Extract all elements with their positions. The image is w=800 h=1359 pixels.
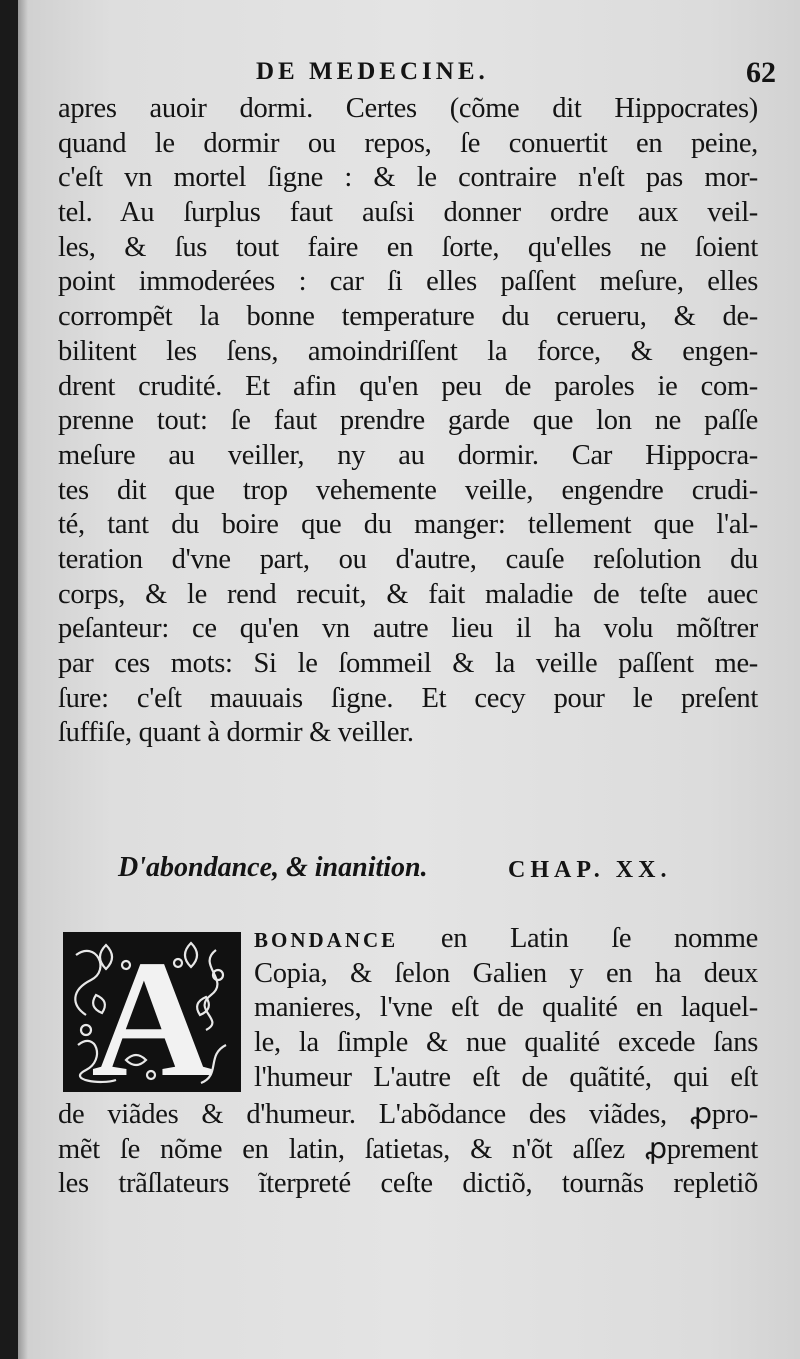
text-line: peſanteur: ce qu'en vn autre lieu il ha volu mõſtrer [58, 613, 758, 645]
text-line: ſuffiſe, quant à dormir & veiller. [58, 717, 414, 749]
page-number: 62 [746, 56, 776, 89]
running-title: DE MEDECINE. [256, 58, 489, 85]
text-line: drent crudité. Et afin qu'en peu de paroles ie com- [58, 370, 758, 402]
text-line: apres auoir dormi. Certes (cõme dit Hippocrates) [58, 93, 758, 124]
line-text: le, la ſimple & nue qualité excede ſans [254, 1027, 758, 1059]
text-line: c'eſt vn mortel ſigne : & le contraire n'eſt pas mor- [58, 162, 758, 194]
text-line: point immoderées : car ſi elles paſſent meſure, elles [58, 266, 758, 298]
text-line [254, 1061, 758, 1096]
text-line [254, 991, 758, 1026]
running-head [18, 56, 800, 96]
chapter-title: D'abondance, & inanition. [118, 852, 428, 883]
initial-letter: A [91, 926, 213, 1112]
chapter-paragraph [58, 1098, 758, 1202]
chapter-heading [118, 852, 718, 892]
text-line: de viãdes & d'humeur. L'abõdance des viãdes, ꝓpro- [58, 1099, 758, 1130]
text-line [254, 922, 758, 957]
text-line: par ces mots: Si le ſommeil & la veille paſſent me- [58, 648, 758, 679]
book-page [18, 0, 800, 1359]
text-line: corps, & le rend recuit, & fait maladie de teſte auec [58, 578, 758, 610]
text-line [254, 957, 758, 992]
text-line: quand le dormir ou repos, ſe conuertit en peine, [58, 127, 758, 159]
line-text: en Latin ſe nomme [398, 923, 758, 954]
text-line: tes dit que trop vehemente veille, engendre crudi- [58, 474, 758, 506]
show-through-text [138, 790, 145, 820]
line-text: Copia, & ſelon Galien y en ha deux [254, 957, 758, 989]
text-line: les trãſlateurs ĩterpreté ceſte dictiõ, tournãs repletiõ [58, 1168, 758, 1200]
chapter-paragraph-lead [254, 922, 758, 1095]
decorated-initial [63, 926, 241, 1112]
body-text [58, 92, 758, 751]
text-line: tel. Au ſurplus faut auſsi donner ordre aux veil- [58, 197, 758, 229]
text-line: meſure au veiller, ny au dormir. Car Hippocra- [58, 439, 758, 471]
text-line: prenne tout: ſe faut prendre garde que lon ne paſſe [58, 405, 758, 437]
text-line: ſure: c'eſt mauuais ſigne. Et cecy pour le preſent [58, 682, 758, 714]
text-line: mẽt ſe nõme en latin, ſatietas, & n'õt aſſez ꝓprement [58, 1133, 758, 1165]
text-line: les, & ſus tout faire en ſorte, qu'elles ne ſoient [58, 231, 758, 263]
text-line: teration d'vne part, ou d'autre, cauſe reſolution du [58, 543, 758, 575]
line-text: manieres, l'vne eſt de qualité en laquel- [254, 992, 758, 1024]
text-line: té, tant du boire que du manger: tellement que l'al- [58, 509, 758, 541]
small-caps-word: BONDANCE [254, 928, 399, 952]
text-line: bilitent les ſens, amoindriſſent la force, & engen- [58, 335, 758, 367]
text-line: corrompẽt la bonne temperature du cerueru, & de- [58, 301, 758, 333]
line-text: l'humeur L'autre eſt de quãtité, qui eſt [254, 1061, 758, 1093]
chapter-number: CHAP. XX. [508, 857, 672, 883]
text-line [254, 1026, 758, 1061]
